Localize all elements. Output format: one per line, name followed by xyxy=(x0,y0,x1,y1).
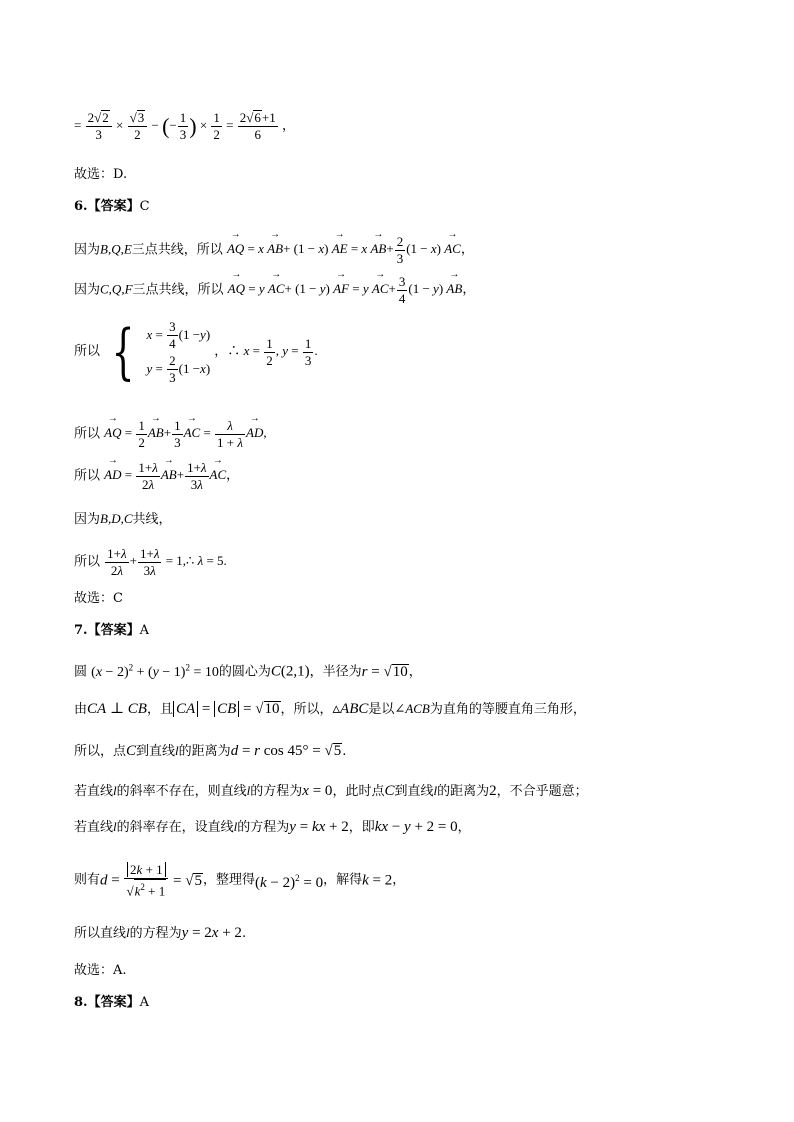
text: ，解得 xyxy=(323,872,363,888)
comma: ， xyxy=(281,117,295,133)
q6-line-4: 所以 → AQ = $\frac{1}{2}$ → AB+ $\frac{1}{3}$ → AC = $\frac{\lambda}{1 + \lambda}$ → AD, xyxy=(74,418,267,451)
q6-line-1: 因为B,Q,E三点共线，所以 → AQ = x → AB+ (1 − x) → AE = x → AB+ $\frac{2}{3}$ (1 − x) → AC， xyxy=(74,234,474,267)
text: 的斜率不存在，则直线 xyxy=(116,784,247,799)
text: 的方程为 xyxy=(250,784,303,799)
times: × xyxy=(115,117,124,133)
text: 若直线 xyxy=(74,784,114,799)
text: ，半径为 xyxy=(309,664,362,680)
text: 到直线 xyxy=(394,784,434,799)
text: 的距离为 xyxy=(437,784,490,799)
fraction: $\frac{1}{3}$ xyxy=(179,110,187,142)
text: ，不合乎题意； xyxy=(496,784,588,799)
q8-header xyxy=(74,994,149,1012)
q7-line-4: 若直线l的斜率不存在，则直线l的方程为x = 0，此时点C到直线l的距离为2，不合乎题意； xyxy=(74,783,588,799)
text: ，所以， xyxy=(280,702,333,717)
text: 共线， xyxy=(132,512,172,527)
q8-number: 8. xyxy=(74,995,88,1010)
q7-line-3: 所以，点C到直线l的距离为d = r cos 45° = √5. xyxy=(74,743,347,759)
q6-number: 6. xyxy=(74,199,88,214)
q6-line-3: 所以 { x = $\frac{3}{4}$ (1 − y ) y = $\frac{2}{3}$ (1 − x ) ，∴ x = $\frac{1}{2}$ , y = $\frac{1}{3}$ . xyxy=(74,317,318,387)
text: 所以 xyxy=(74,344,101,359)
answer-choice-line: 故选：D. xyxy=(74,167,128,182)
q7-number: 7. xyxy=(74,623,88,638)
q6-header xyxy=(74,198,150,216)
q7-line-1: 圆 $(x - 2)^2 + (y - 1)^2 = 10$的圆心为C(2,1)，半径为r = √10， xyxy=(74,662,422,680)
q6-answer: C xyxy=(139,199,150,214)
text: ，即 xyxy=(348,820,375,835)
neg-sign: − xyxy=(169,117,177,133)
text: 三点共线，所以 xyxy=(131,242,223,258)
fraction: $\frac{2√2}{3}$ xyxy=(86,110,112,143)
q8-label: 【答案】 xyxy=(87,995,140,1010)
q7-label: 【答案】 xyxy=(87,623,140,638)
text: 因为 xyxy=(74,242,101,258)
text: 的斜率存在，设直线 xyxy=(116,820,234,835)
q6-line-6: 因为B,D,C共线， xyxy=(74,511,172,527)
fraction: $\frac{1}{2}$ xyxy=(213,110,220,142)
text: 是以 xyxy=(368,702,395,717)
solution-equation-line: = $\frac{2√2}{3}$ × $\frac{√3}{2}$ − (− $\frac{1}{3}$ ) × $\frac{1}{2}$ = $\frac{2√6+1}{6}$ ， xyxy=(74,110,295,142)
q7-line-5: 若直线l的斜率存在，设直线l的方程为y = kx + 2，即kx − y + 2 = 0， xyxy=(74,819,471,835)
text: 的方程为 xyxy=(237,820,290,835)
text: 若直线 xyxy=(74,820,114,835)
text: 圆 xyxy=(74,664,88,680)
text: 为直角的等腰直角三角形， xyxy=(429,702,586,717)
q7-line-2: 由CA ⊥ CB，且 CA = CB = √10，所以，▵ABC是以∠ACB为直角的等腰直角三角形， xyxy=(74,701,586,717)
text: ， xyxy=(457,820,471,835)
fraction: $\frac{√3}{2}$ xyxy=(128,110,148,143)
text: 的距离为 xyxy=(178,744,231,759)
text: 所以 xyxy=(74,554,101,570)
text: 因为 xyxy=(74,512,101,527)
q7-line-7: 所以直线l的方程为y = 2x + 2. xyxy=(74,925,247,941)
q7-header xyxy=(74,622,149,640)
minus: − xyxy=(151,117,159,133)
q6-label: 【答案】 xyxy=(87,199,140,214)
equation-system: x = $\frac{3}{4}$ (1 − y ) y = $\frac{2}{3}$ (1 − x ) xyxy=(146,318,211,385)
text: 到直线 xyxy=(136,744,176,759)
text: 所以，点 xyxy=(74,744,127,759)
text: 的方程为 xyxy=(129,926,182,941)
text: 所以 xyxy=(74,426,101,442)
text: 则有 xyxy=(74,872,101,888)
q8-answer: A xyxy=(139,995,149,1010)
q6-line-2: 因为C,Q,F三点共线，所以 → AQ = y → AC+ (1 − y) → AF = y → AC+ $\frac{3}{4}$ (1 − y) → AB， xyxy=(74,274,475,307)
text: ，且 xyxy=(146,702,173,717)
text: 三点共线，所以 xyxy=(132,282,224,298)
text: . xyxy=(342,744,347,759)
text: 的圆心为 xyxy=(218,664,271,680)
q6-line-5: 所以 → AD = $\frac{1+\lambda}{2\lambda}$ → AB+ $\frac{1+\lambda}{3\lambda}$ → AC， xyxy=(74,460,239,493)
q7-line-6: 则有d = $\frac{2k + 1}{√k^2 + 1}$ = √5，整理得$(k - 2)^2 = 0$，解得k = 2， xyxy=(74,862,406,899)
fraction: $\frac{2√6+1}{6}$ xyxy=(239,110,276,142)
text: ， xyxy=(392,872,406,888)
equals: = xyxy=(74,117,82,133)
text: 所以 xyxy=(74,468,101,484)
text: 因为 xyxy=(74,282,101,298)
text: ，整理得 xyxy=(202,872,255,888)
text: ， xyxy=(408,664,422,680)
text: 所以直线 xyxy=(74,926,127,941)
q6-line-7: 所以 $\frac{1+\lambda}{2\lambda}$ + $\frac{1+\lambda}{3\lambda}$ = 1,∴ λ = 5. xyxy=(74,546,227,578)
q7-answer: A xyxy=(139,623,149,638)
text: 由 xyxy=(74,702,88,717)
text: . xyxy=(241,926,247,941)
q6-line-8: 故选：C xyxy=(74,591,123,606)
text: ，此时点 xyxy=(332,784,385,799)
q7-line-8: 故选：A. xyxy=(74,963,127,978)
